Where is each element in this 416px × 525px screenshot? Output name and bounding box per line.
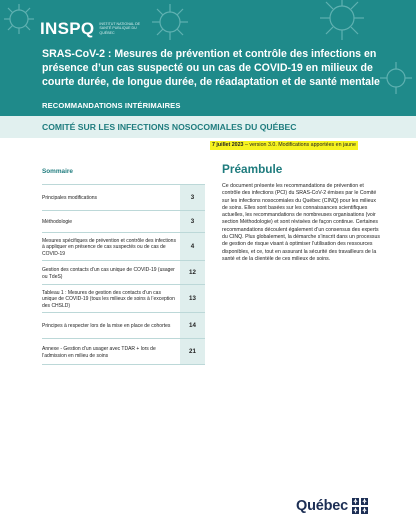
preambule-heading: Préambule [222, 162, 283, 176]
inspq-logo [40, 20, 145, 38]
document-subtitle: RECOMMANDATIONS INTÉRIMAIRES [42, 101, 181, 110]
toc-row-page: 14 [180, 313, 205, 338]
committee-name: COMITÉ SUR LES INFECTIONS NOSOCOMIALES DU QUÉBEC [42, 122, 297, 132]
toc-row-page: 21 [180, 339, 205, 364]
toc-row[interactable] [42, 261, 205, 285]
toc-row-page: 4 [180, 233, 205, 260]
toc-row[interactable] [42, 285, 205, 313]
logo-wordmark: INSPQ [40, 19, 95, 38]
virus-decoration-icon [150, 2, 190, 42]
virus-decoration-icon [318, 0, 366, 42]
update-date: 7 juillet 2023 [212, 142, 244, 148]
toc-row[interactable] [42, 211, 205, 233]
fleur-de-lis-icon [361, 507, 368, 514]
update-note [210, 141, 358, 150]
toc-row[interactable] [42, 339, 205, 365]
virus-decoration-icon [378, 60, 414, 96]
fleur-de-lis-icon [361, 498, 368, 505]
toc-row-label: Annexe - Gestion d’un usager avec TDAR + lors de l’admission en milieu de soins [42, 346, 156, 359]
update-version: – version 3.0. Modifications apportées en jaune [243, 142, 356, 148]
toc-row-page: 3 [180, 185, 205, 210]
toc-row-label: Principales modifications [42, 195, 98, 202]
toc-row-label: Tableau 1 : Mesures de gestion des contacts d’un cas unique de COVID-19 (tous les milieux de soins à l’exception des CHSLD) [42, 290, 175, 309]
fleur-de-lis-icon [352, 498, 359, 505]
quebec-wordmark: Québec [296, 498, 348, 514]
virus-decoration-icon [2, 2, 36, 36]
fleur-de-lis-icon [352, 507, 359, 514]
document-title: SRAS-CoV-2 : Mesures de prévention et contrôle des infections en présence d’un cas suspecté ou un cas de COVID-19 en milieux de courte durée, de longue durée, de réadaptation et de santé mentale [42, 48, 380, 88]
toc-heading: Sommaire [42, 160, 205, 185]
toc-row[interactable] [42, 233, 205, 261]
toc-row-label: Principes à respecter lors de la mise en place de cohortes [42, 323, 171, 330]
table-of-contents [42, 160, 205, 365]
toc-row[interactable] [42, 313, 205, 339]
logo-subtitle: INSTITUT NATIONAL DE SANTÉ PUBLIQUE DU QUÉBEC [99, 22, 141, 35]
quebec-government-logo [296, 498, 368, 514]
fleur-de-lis-flag-icon [352, 498, 368, 514]
toc-row-page: 3 [180, 211, 205, 232]
toc-row-label: Méthodologie [42, 219, 73, 226]
toc-row-label: Mesures spécifiques de prévention et contrôle des infections à appliquer en présence de cas suspectés ou de cas de COVID-19 [42, 238, 176, 257]
toc-row[interactable] [42, 185, 205, 211]
toc-row-page: 13 [180, 285, 205, 312]
toc-row-page: 12 [180, 261, 205, 284]
toc-row-label: Gestion des contacts d’un cas unique de COVID-19 (usager ou TdeS) [42, 267, 175, 280]
cover-header [0, 0, 416, 131]
preambule-body: Ce document présente les recommandations de prévention et contrôle des infections (PCI) du SRAS-CoV-2 émises par le Comité sur les infections nosocomiales du Québec (CINQ) pour les milieux de soins. Elles sont basées sur les connaissances scientifiques actuelles, les recommandations de nombreuses organisations (voir section Méthodologie) et sont révisées de façon continue. Certaines recommandations découlent également d’un consensus des experts du CINQ. Plus globalement, la démarche s’inscrit dans un processus de gestion de risque visant à optimiser l’utilisation des ressources disponibles, et ce, tout en assurant la sécurité des travailleurs de la santé et de la clientèle de ces milieux de soins. [222, 183, 381, 262]
